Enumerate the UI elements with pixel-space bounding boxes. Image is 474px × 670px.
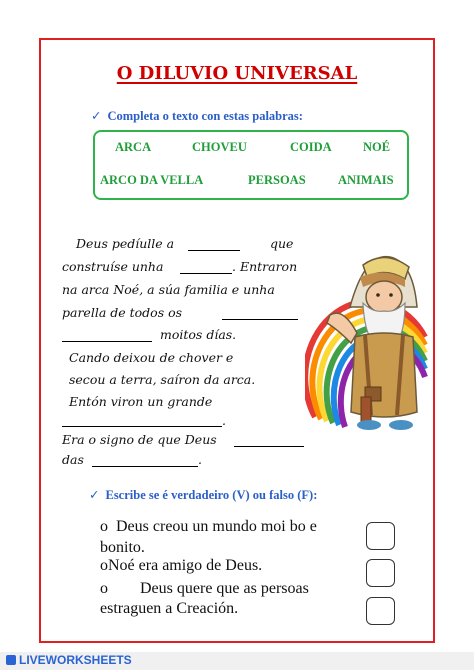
story-line: construíse unha [62, 259, 164, 274]
check-icon: ✓ [89, 487, 100, 502]
story-line: na arca Noé, a súa familia e unha [62, 282, 275, 297]
blank-5[interactable] [62, 415, 222, 427]
footer-bar [0, 652, 474, 670]
instruction-true-false: ✓ Escribe se é verdadeiro (V) ou falso (F): [89, 487, 318, 502]
blank-1[interactable] [188, 239, 240, 251]
statement-1: o Deus creou un mundo moi bo e [100, 518, 317, 535]
statement-3: o Deus quere que as persoas [100, 580, 309, 597]
answer-box-3[interactable] [366, 597, 395, 625]
word-bank-item: ARCA [115, 140, 152, 154]
blank-3[interactable] [222, 308, 298, 320]
story-line: . [222, 413, 226, 428]
story-line: que [270, 236, 294, 251]
liveworksheets-icon [6, 655, 16, 665]
worksheet-title: O DILUVIO UNIVERSAL [116, 63, 358, 84]
blank-6[interactable] [234, 435, 304, 447]
statement-2: oNoé era amigo de Deus. [100, 557, 263, 574]
blank-2[interactable] [180, 262, 232, 274]
statement-1-cont: bonito. [100, 539, 145, 556]
story-line: . [198, 452, 202, 467]
word-bank-item: PERSOAS [248, 173, 306, 187]
word-bank-item: CHOVEU [192, 140, 247, 154]
story-line: parella de todos os [62, 305, 183, 320]
story-line: secou a terra, saíron da arca. [69, 372, 256, 387]
answer-box-2[interactable] [366, 559, 395, 587]
blank-7[interactable] [92, 455, 198, 467]
word-bank-item: COIDA [290, 140, 332, 154]
story-line: Cando deixou de chover e [69, 350, 234, 365]
story-line: . Entraron [232, 259, 298, 274]
check-icon: ✓ [91, 108, 102, 123]
story-line: Deus pedíulle a [76, 236, 175, 251]
story-line: das [62, 452, 84, 467]
noah-rainbow-illustration [305, 237, 431, 455]
story-line: Entón viron un grande [69, 394, 213, 409]
story-line: Era o signo de que Deus [62, 432, 217, 447]
statement-3-cont: estraguen a Creación. [100, 600, 239, 617]
blank-4[interactable] [62, 330, 152, 342]
word-bank-item: ANIMAIS [338, 173, 394, 187]
answer-box-1[interactable] [366, 522, 395, 550]
story-line: moitos días. [160, 327, 237, 342]
instruction-complete: ✓ Completa o texto con estas palabras: [91, 108, 303, 123]
liveworksheets-logo[interactable]: LIVEWORKSHEETS [6, 653, 132, 667]
word-bank-item: ARCO DA VELLA [100, 173, 204, 187]
word-bank-item: NOÉ [363, 140, 391, 154]
